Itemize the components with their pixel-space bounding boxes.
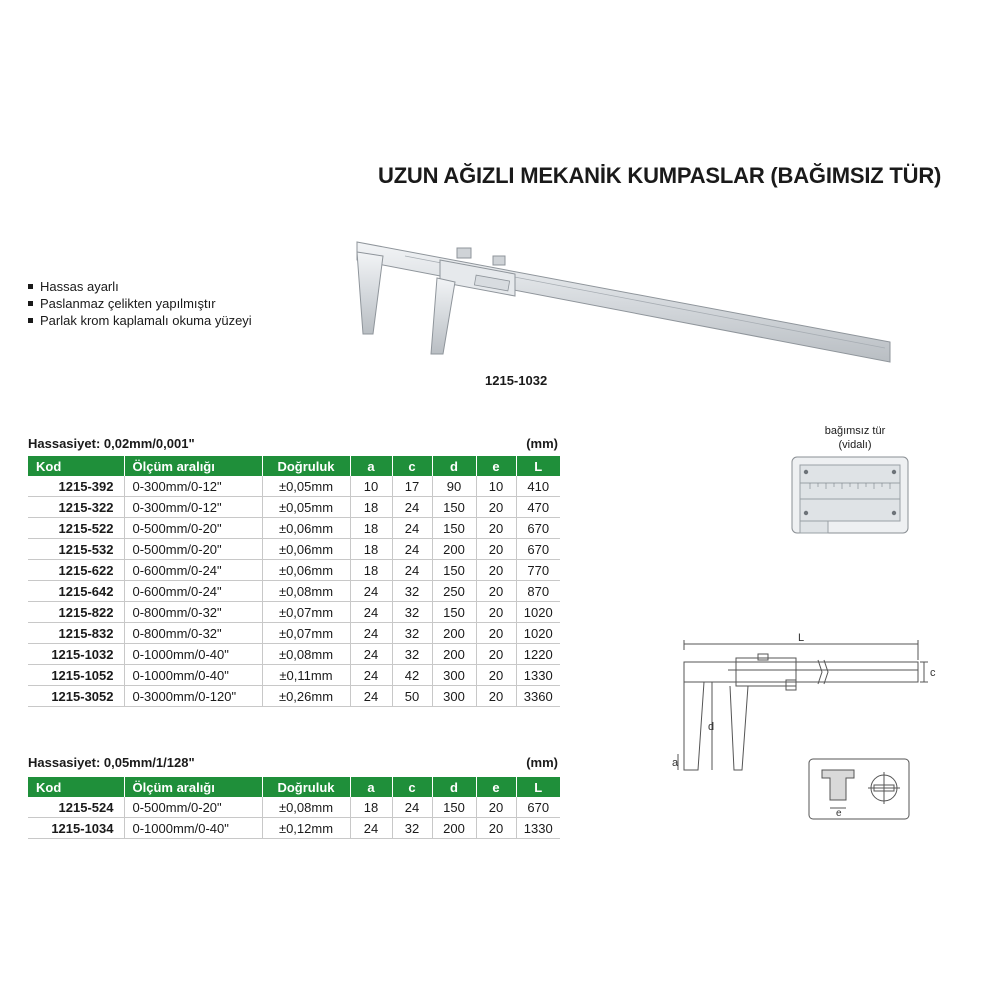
cell-c: 24 (392, 797, 432, 818)
cell-range: 0-1000mm/0-40" (124, 665, 262, 686)
cell-a: 24 (350, 581, 392, 602)
cell-e: 20 (476, 518, 516, 539)
dim-label-e: e (836, 808, 842, 819)
dim-label-d: d (708, 721, 715, 733)
cell-range: 0-800mm/0-32" (124, 602, 262, 623)
cell-d: 300 (432, 686, 476, 707)
cell-e: 10 (476, 476, 516, 497)
dim-label-a: a (672, 757, 679, 769)
cell-accuracy: ±0,06mm (262, 560, 350, 581)
cell-kod: 1215-642 (28, 581, 124, 602)
unit-label: (mm) (526, 436, 558, 451)
cell-kod: 1215-622 (28, 560, 124, 581)
cell-accuracy: ±0,06mm (262, 539, 350, 560)
cell-length: 3360 (516, 686, 560, 707)
cell-range: 0-300mm/0-12" (124, 476, 262, 497)
table-body (28, 476, 560, 707)
table-row (28, 581, 560, 602)
screw-type-inset-image (790, 455, 910, 535)
cell-c: 24 (392, 497, 432, 518)
cell-length: 670 (516, 518, 560, 539)
cell-d: 150 (432, 497, 476, 518)
cell-length: 1020 (516, 602, 560, 623)
bullet-icon (28, 284, 33, 289)
cell-length: 410 (516, 476, 560, 497)
cell-e: 20 (476, 581, 516, 602)
table-row (28, 644, 560, 665)
cell-a: 18 (350, 560, 392, 581)
table-row (28, 518, 560, 539)
column-header-a: a (350, 777, 392, 797)
column-header-c: c (392, 777, 432, 797)
cell-d: 200 (432, 644, 476, 665)
cell-c: 17 (392, 476, 432, 497)
table-header (28, 777, 560, 797)
cell-range: 0-500mm/0-20" (124, 518, 262, 539)
column-header-kod: Kod (28, 777, 124, 797)
column-header-length: L (516, 777, 560, 797)
cell-a: 10 (350, 476, 392, 497)
cell-kod: 1215-1034 (28, 818, 124, 839)
cell-d: 300 (432, 665, 476, 686)
bullet-icon (28, 301, 33, 306)
cell-accuracy: ±0,07mm (262, 602, 350, 623)
cell-a: 24 (350, 818, 392, 839)
cell-d: 150 (432, 518, 476, 539)
cell-accuracy: ±0,08mm (262, 581, 350, 602)
cell-a: 24 (350, 665, 392, 686)
cell-length: 470 (516, 497, 560, 518)
cell-a: 18 (350, 518, 392, 539)
feature-item: Hassas ayarlı (28, 278, 252, 295)
cell-kod: 1215-1052 (28, 665, 124, 686)
cell-c: 32 (392, 644, 432, 665)
cell-accuracy: ±0,08mm (262, 644, 350, 665)
column-header-c: c (392, 456, 432, 476)
column-header-range: Ölçüm aralığı (124, 456, 262, 476)
unit-label: (mm) (526, 755, 558, 770)
column-header-e: e (476, 777, 516, 797)
cell-kod: 1215-532 (28, 539, 124, 560)
cell-a: 24 (350, 686, 392, 707)
dim-label-c: c (930, 667, 936, 679)
column-header-a: a (350, 456, 392, 476)
table-row (28, 797, 560, 818)
cell-a: 24 (350, 602, 392, 623)
cell-length: 670 (516, 797, 560, 818)
cell-e: 20 (476, 497, 516, 518)
cell-length: 770 (516, 560, 560, 581)
cell-length: 1220 (516, 644, 560, 665)
cell-kod: 1215-524 (28, 797, 124, 818)
cell-range: 0-600mm/0-24" (124, 581, 262, 602)
cell-kod: 1215-822 (28, 602, 124, 623)
cell-d: 150 (432, 602, 476, 623)
table1-heading (28, 436, 558, 454)
cell-a: 24 (350, 644, 392, 665)
table-body (28, 797, 560, 839)
column-header-d: d (432, 777, 476, 797)
cell-accuracy: ±0,12mm (262, 818, 350, 839)
cell-d: 150 (432, 797, 476, 818)
table-header (28, 456, 560, 476)
cell-length: 670 (516, 539, 560, 560)
cell-kod: 1215-1032 (28, 644, 124, 665)
cell-accuracy: ±0,11mm (262, 665, 350, 686)
column-header-kod: Kod (28, 456, 124, 476)
cell-d: 90 (432, 476, 476, 497)
dim-label-L: L (798, 632, 805, 644)
table-row (28, 539, 560, 560)
table-row (28, 476, 560, 497)
cell-e: 20 (476, 818, 516, 839)
cell-d: 150 (432, 560, 476, 581)
table-row (28, 623, 560, 644)
cell-e: 20 (476, 665, 516, 686)
precision-label: Hassasiyet: 0,05mm/1/128" (28, 755, 195, 770)
cell-d: 200 (432, 539, 476, 560)
product-code: 1215-1032 (485, 373, 548, 388)
table2-heading (28, 755, 558, 773)
cell-range: 0-500mm/0-20" (124, 539, 262, 560)
cell-c: 32 (392, 581, 432, 602)
cell-d: 250 (432, 581, 476, 602)
precision-label: Hassasiyet: 0,02mm/0,001" (28, 436, 195, 451)
cell-a: 18 (350, 797, 392, 818)
cell-range: 0-300mm/0-12" (124, 497, 262, 518)
header-row (28, 777, 560, 797)
cell-d: 200 (432, 818, 476, 839)
column-header-accuracy: Doğruluk (262, 777, 350, 797)
column-header-range: Ölçüm aralığı (124, 777, 262, 797)
cell-range: 0-1000mm/0-40" (124, 644, 262, 665)
cell-accuracy: ±0,05mm (262, 497, 350, 518)
cell-c: 50 (392, 686, 432, 707)
cell-kod: 1215-322 (28, 497, 124, 518)
detail-e-drawing (808, 758, 910, 820)
cell-e: 20 (476, 644, 516, 665)
cell-range: 0-500mm/0-20" (124, 797, 262, 818)
cell-length: 1330 (516, 818, 560, 839)
page-title: UZUN AĞIZLI MEKANİK KUMPASLAR (BAĞIMSIZ TÜR) (378, 163, 942, 188)
cell-c: 32 (392, 818, 432, 839)
bullet-icon (28, 318, 33, 323)
column-header-e: e (476, 456, 516, 476)
column-header-accuracy: Doğruluk (262, 456, 350, 476)
inset-label: bağımsız tür (vidalı) (824, 425, 886, 451)
column-header-d: d (432, 456, 476, 476)
cell-length: 870 (516, 581, 560, 602)
cell-a: 24 (350, 623, 392, 644)
cell-c: 32 (392, 623, 432, 644)
cell-c: 24 (392, 518, 432, 539)
cell-e: 20 (476, 539, 516, 560)
feature-list (28, 278, 252, 329)
cell-c: 32 (392, 602, 432, 623)
feature-item: Parlak krom kaplamalı okuma yüzeyi (28, 312, 252, 329)
cell-e: 20 (476, 602, 516, 623)
cell-length: 1020 (516, 623, 560, 644)
cell-accuracy: ±0,08mm (262, 797, 350, 818)
table-row (28, 560, 560, 581)
cell-accuracy: ±0,07mm (262, 623, 350, 644)
cell-e: 20 (476, 623, 516, 644)
spec-table-2 (28, 777, 560, 839)
cell-d: 200 (432, 623, 476, 644)
cell-c: 24 (392, 539, 432, 560)
cell-length: 1330 (516, 665, 560, 686)
header-row (28, 456, 560, 476)
cell-accuracy: ±0,05mm (262, 476, 350, 497)
cell-kod: 1215-392 (28, 476, 124, 497)
cell-e: 20 (476, 797, 516, 818)
cell-c: 24 (392, 560, 432, 581)
table-row (28, 497, 560, 518)
table-row (28, 602, 560, 623)
cell-accuracy: ±0,26mm (262, 686, 350, 707)
cell-e: 20 (476, 686, 516, 707)
cell-range: 0-3000mm/0-120" (124, 686, 262, 707)
cell-range: 0-1000mm/0-40" (124, 818, 262, 839)
cell-c: 42 (392, 665, 432, 686)
cell-a: 18 (350, 539, 392, 560)
spec-table-1 (28, 456, 560, 707)
caliper-product-image (345, 230, 905, 380)
cell-a: 18 (350, 497, 392, 518)
feature-item: Paslanmaz çelikten yapılmıştır (28, 295, 252, 312)
table-row (28, 665, 560, 686)
cell-kod: 1215-3052 (28, 686, 124, 707)
table-row (28, 686, 560, 707)
cell-accuracy: ±0,06mm (262, 518, 350, 539)
table-row (28, 818, 560, 839)
cell-kod: 1215-522 (28, 518, 124, 539)
cell-e: 20 (476, 560, 516, 581)
cell-kod: 1215-832 (28, 623, 124, 644)
cell-range: 0-800mm/0-32" (124, 623, 262, 644)
column-header-length: L (516, 456, 560, 476)
cell-range: 0-600mm/0-24" (124, 560, 262, 581)
